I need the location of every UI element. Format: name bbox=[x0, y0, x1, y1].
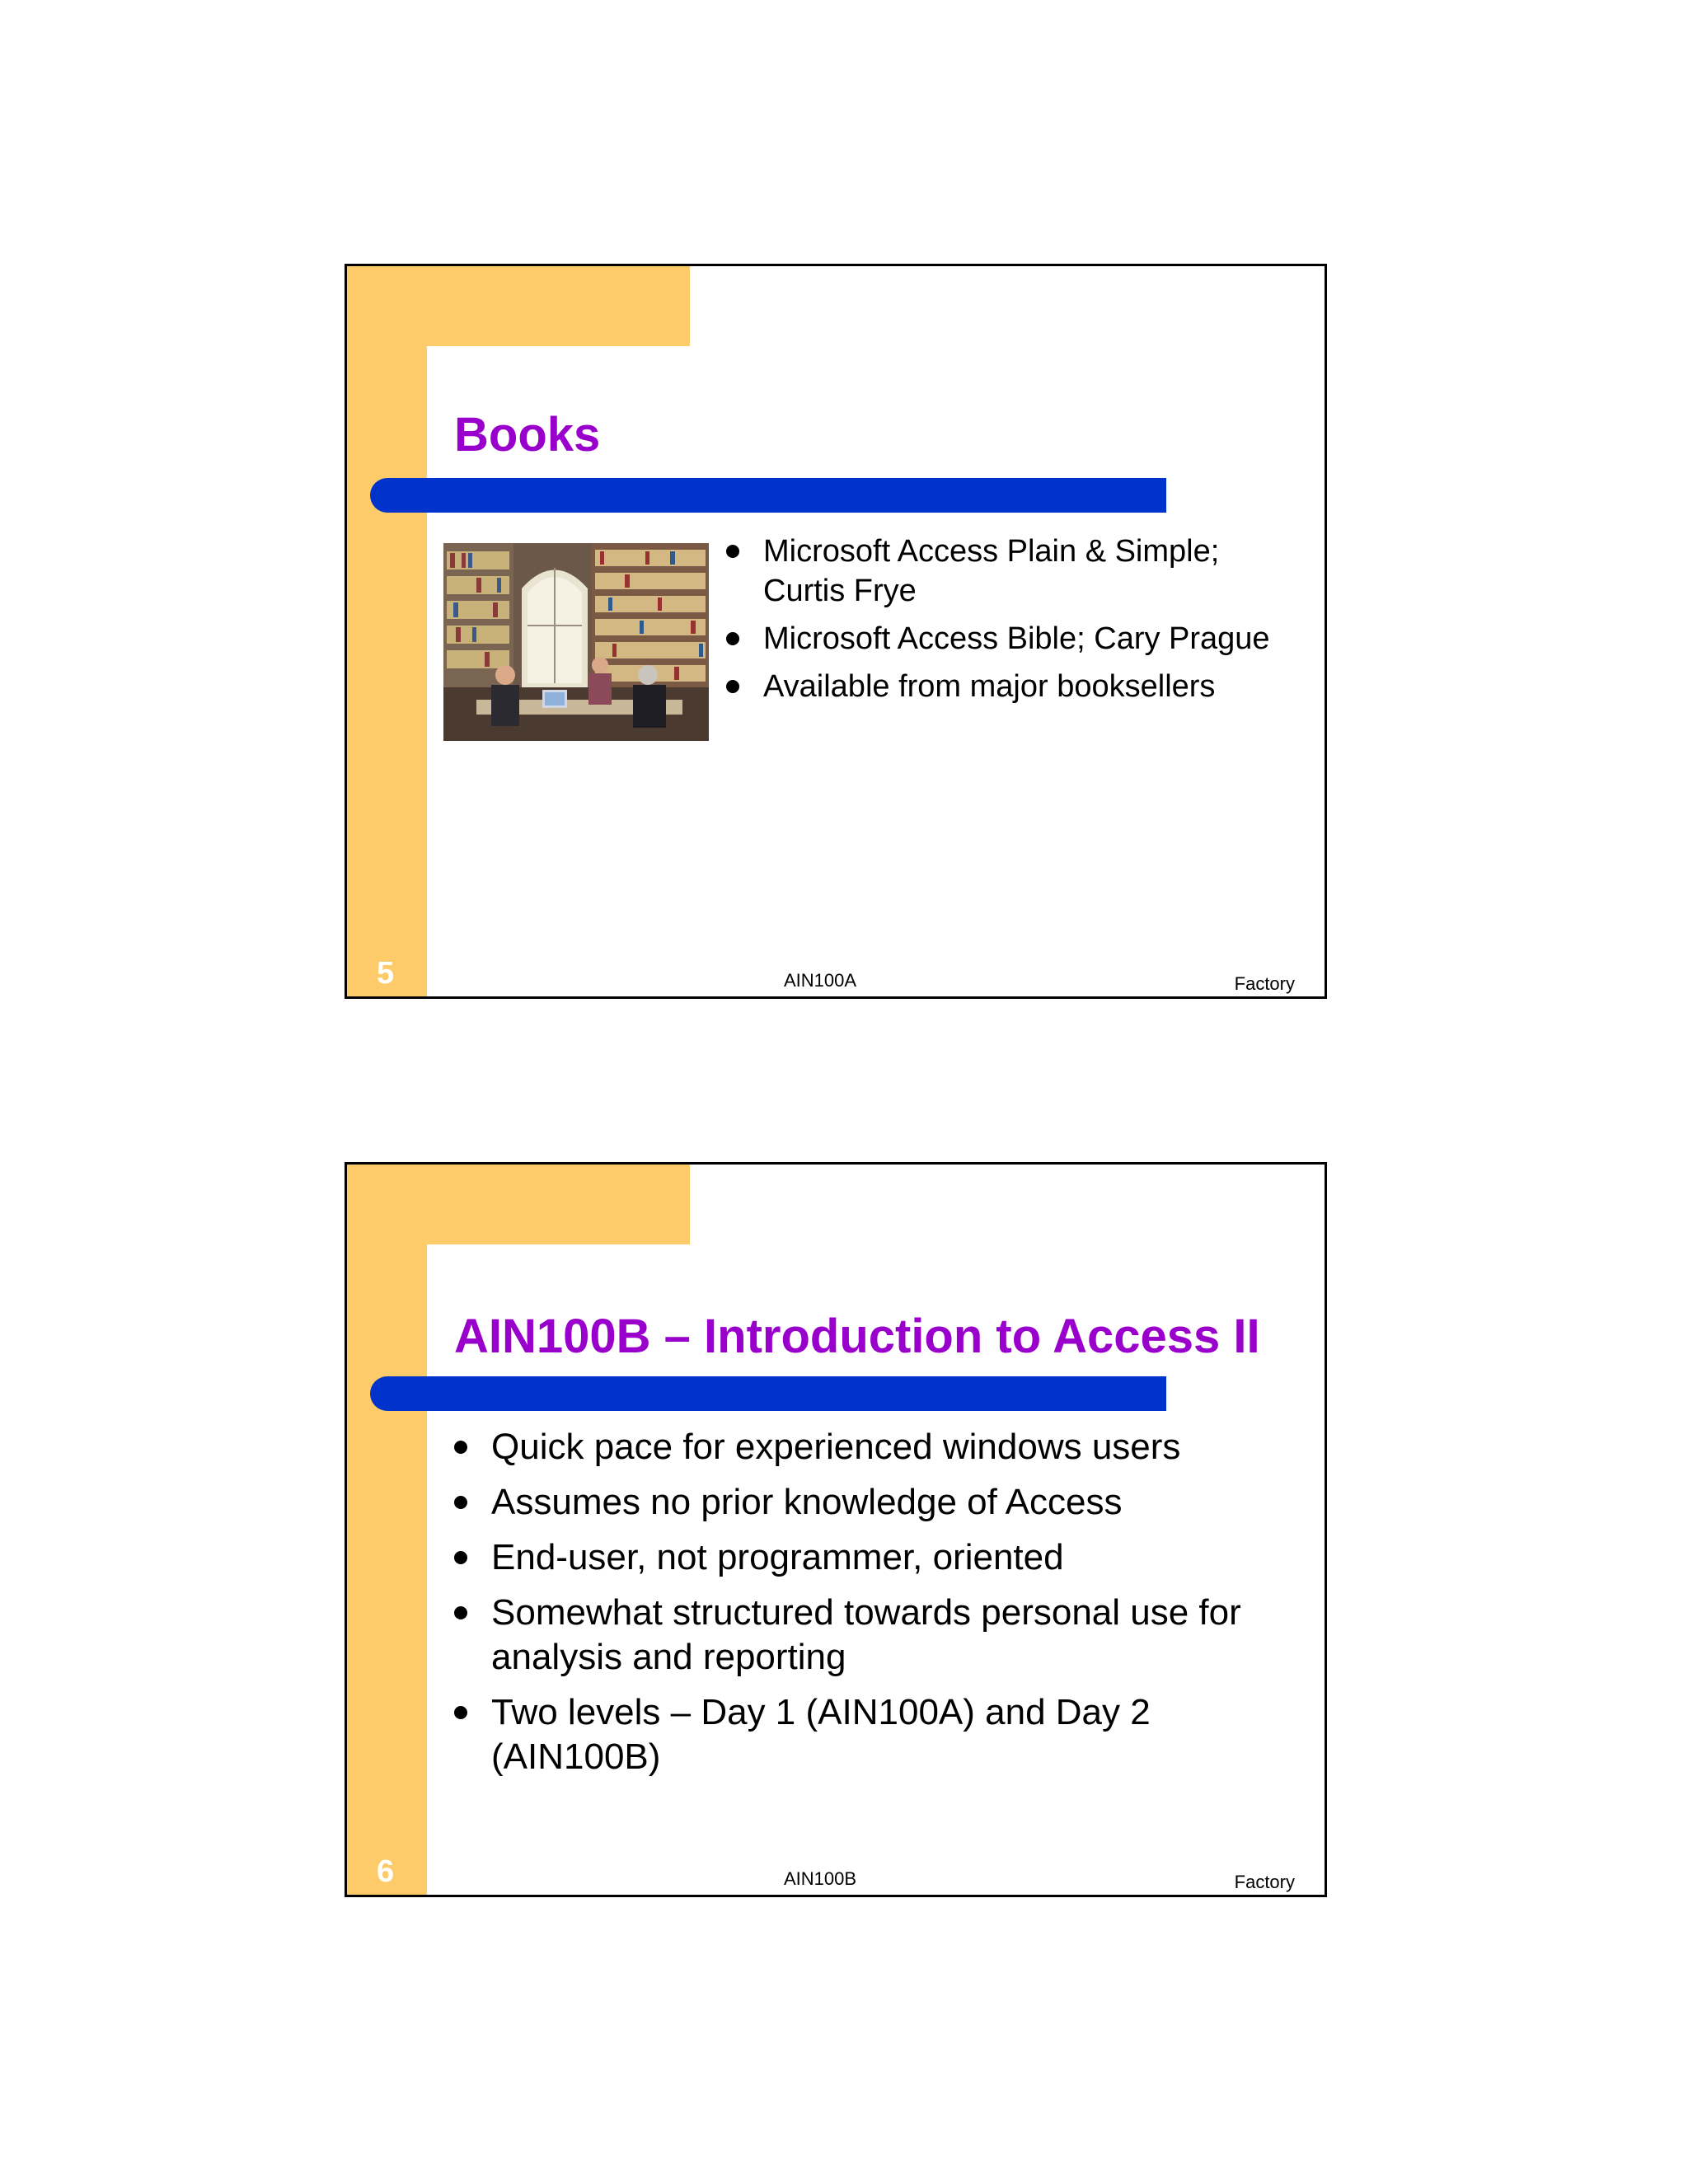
bullet-icon bbox=[726, 632, 739, 645]
slide-title: AIN100B – Introduction to Access II bbox=[454, 1310, 1260, 1363]
accent-top-bar bbox=[347, 1165, 690, 1244]
footer-course-code: AIN100A bbox=[784, 970, 857, 991]
list-item: End-user, not programmer, oriented bbox=[454, 1535, 1311, 1580]
list-item: Somewhat structured towards personal use for analysis and reporting bbox=[454, 1591, 1311, 1680]
slide-5 bbox=[345, 264, 1327, 999]
bullet-icon bbox=[726, 680, 739, 693]
slide-number: 6 bbox=[377, 1854, 395, 1889]
accent-sidebar bbox=[347, 1165, 427, 1895]
bullet-list bbox=[726, 532, 1303, 715]
slide-title: Books bbox=[454, 408, 601, 462]
list-item: Microsoft Access Bible; Cary Prague bbox=[726, 619, 1303, 658]
accent-top-bar bbox=[347, 266, 690, 346]
footer-course-code: AIN100B bbox=[784, 1868, 857, 1889]
accent-sidebar bbox=[347, 266, 427, 996]
list-item: Microsoft Access Plain & Simple; Curtis Frye bbox=[726, 532, 1303, 611]
list-item: Quick pace for experienced windows users bbox=[454, 1425, 1311, 1469]
list-item: Available from major booksellers bbox=[726, 667, 1303, 706]
bookstore-photo bbox=[443, 543, 709, 741]
bullet-list bbox=[454, 1425, 1311, 1790]
title-underline-bar bbox=[370, 478, 1166, 513]
bullet-icon bbox=[454, 1706, 467, 1719]
bullet-icon bbox=[454, 1606, 467, 1619]
slide-number: 5 bbox=[377, 956, 395, 991]
bullet-icon bbox=[454, 1551, 467, 1564]
title-underline-bar bbox=[370, 1376, 1166, 1411]
footer-label: Factory bbox=[1234, 973, 1295, 994]
bullet-icon bbox=[454, 1441, 467, 1454]
bullet-icon bbox=[726, 545, 739, 558]
list-item: Two levels – Day 1 (AIN100A) and Day 2 (AIN100B) bbox=[454, 1690, 1311, 1779]
list-item: Assumes no prior knowledge of Access bbox=[454, 1480, 1311, 1525]
footer-label: Factory bbox=[1234, 1872, 1295, 1892]
slide-6 bbox=[345, 1162, 1327, 1897]
bullet-icon bbox=[454, 1496, 467, 1509]
